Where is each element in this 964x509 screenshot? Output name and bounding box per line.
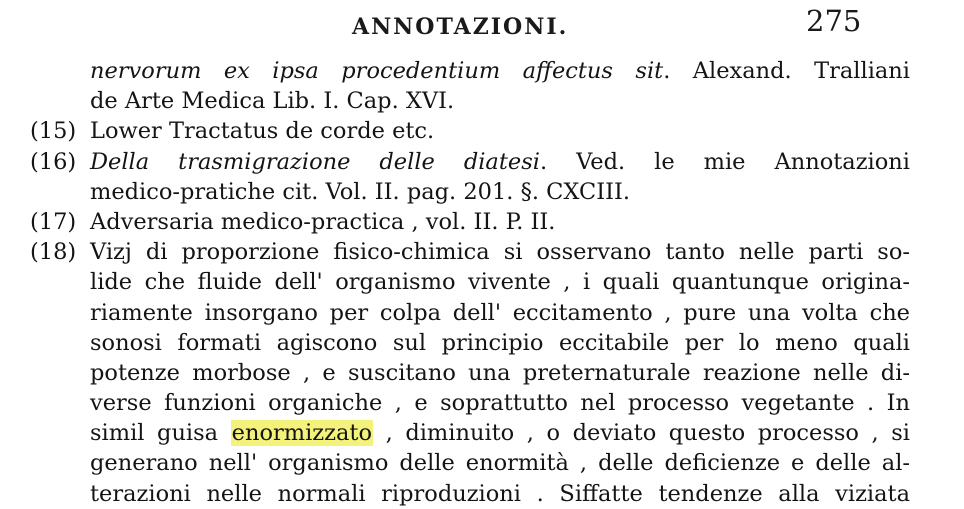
note-text-18-1: Vizj di proporzione fisico-chimica si osservano tanto nelle parti so- — [90, 239, 910, 266]
note-text-16-2: medico-pratiche cit. Vol. II. pag. 201. §. CXCIII. — [90, 178, 631, 205]
annotations-body — [30, 56, 910, 509]
note-16-rest: . Ved. le mie Annotazioni — [539, 148, 910, 175]
note-15 — [30, 116, 910, 146]
note-text-18-9: terazioni nelle normali riproduzioni . Siffatte tendenze alla viziata — [90, 480, 910, 507]
note-16-italic: Della trasmigrazione delle diatesi — [90, 148, 540, 175]
note-text-16-1 — [90, 147, 910, 177]
highlighted-word: enormizzato — [231, 420, 373, 447]
note-18-line-9 — [30, 479, 910, 509]
page-number: 275 — [806, 4, 862, 38]
note-text-18-5: potenze morbose , e suscitano una preternaturale reazione nelle di- — [90, 359, 910, 386]
note-16-line-2 — [30, 177, 910, 207]
continuation-rest: . Alexand. Tralliani — [663, 58, 910, 84]
note-18-line-1 — [30, 237, 910, 267]
continuation-line-2 — [30, 86, 910, 116]
continuation-text-1 — [90, 56, 910, 86]
continuation-line-1 — [30, 56, 910, 86]
note-18-line-5 — [30, 358, 910, 388]
note-18-line-3 — [30, 298, 910, 328]
note-16-line-1 — [30, 147, 910, 177]
note-text-18-4: sonosi formati agiscono sul principio eccitabile per lo meno quali — [90, 329, 910, 356]
note-text-18-7 — [90, 418, 910, 448]
note-18-line-4 — [30, 328, 910, 358]
note-18-line-8 — [30, 448, 910, 478]
note-text-18-3: riamente insorgano per colpa dell' eccitamento , pure una volta che — [90, 299, 910, 326]
note-18-line-6 — [30, 388, 910, 418]
note-number-17: (17) — [30, 208, 77, 235]
note-number-15: (15) — [30, 118, 77, 145]
note-text-18-8: generano nell' organismo delle enormità , delle deficienze e delle al- — [90, 450, 910, 477]
continuation-text-2: de Arte Medica Lib. I. Cap. XVI. — [90, 88, 455, 115]
note-number-18: (18) — [30, 239, 77, 266]
note-text-17: Adversaria medico-practica , vol. II. P. II. — [90, 208, 556, 235]
note-text-15: Lower Tractatus de corde etc. — [90, 118, 435, 145]
note-text-18-2: lide che fluide dell' organismo vivente , i quali quantunque origina- — [90, 269, 910, 296]
note-18-line-2 — [30, 267, 910, 297]
page-header — [0, 4, 964, 44]
note-number-16: (16) — [30, 148, 77, 175]
note-17 — [30, 207, 910, 237]
running-head: ANNOTAZIONI. — [352, 14, 569, 40]
note-text-18-6: verse funzioni organiche , e soprattutto nel processo vegetante . In — [90, 390, 910, 417]
continuation-italic: nervorum ex ipsa procedentium affectus sit — [90, 58, 664, 84]
note-18-line-7 — [30, 418, 910, 448]
note-18-line-7-post: , diminuito , o deviato questo processo , si — [385, 420, 911, 447]
note-18-line-7-pre: simil guisa — [90, 420, 219, 447]
